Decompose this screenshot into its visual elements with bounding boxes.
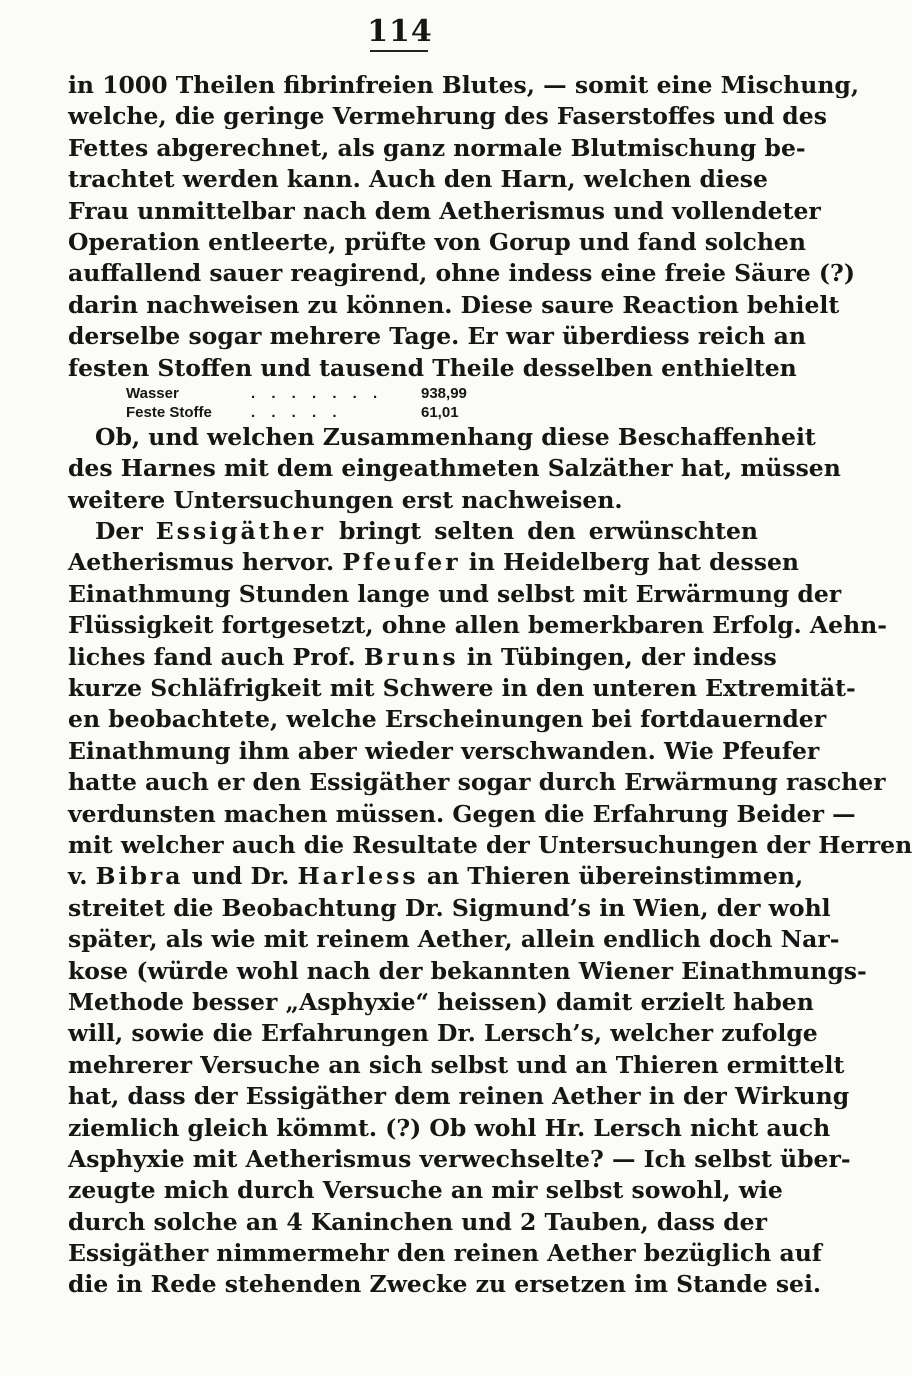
text-run: bringt selten den erwünschten [339,517,758,546]
text-line: des Harnes mit dem eingeathmeten Salzäther hat, müssen [68,454,841,483]
text-line: in 1000 Theilen fibrinfreien Blutes, — somit eine Mischung, [68,71,860,99]
text-run: in Tübingen, der indess [466,642,777,671]
text-line: en beobachtete, welche Erscheinungen bei fortdauernder [68,705,827,734]
text-line: zeugte mich durch Versuche an mir selbst sowohl, wie [68,1176,783,1205]
text-run: Aetherismus hervor. [68,548,335,577]
text-line: durch solche an 4 Kaninchen und 2 Tauben, dass der [68,1207,767,1236]
text-line: Einathmung Stunden lange und selbst mit Erwärmung der [68,579,842,608]
text-line: Methode besser „Asphyxie“ heissen) damit erzielt haben [68,987,814,1016]
leader-dots: . . . . . [251,403,343,421]
urine-composition-table [126,384,501,422]
leader-dots: . . . . . . . [251,384,384,402]
text-line: kurze Schläfrigkeit mit Schwere in den unteren Extremität- [68,674,856,703]
text-line: trachtet werden kann. Auch den Harn, welchen diese [68,165,768,194]
text-line: mit welcher auch die Resultate der Untersuchungen der Herren [68,830,912,859]
spaced-name: Harless [297,862,419,891]
text-line [68,861,804,892]
text-run: an Thieren übereinstimmen, [426,862,804,891]
text-line: Einathmung ihm aber wieder verschwanden. Wie Pfeufer [68,736,820,765]
text-line: auffallend sauer reagirend, ohne indess eine freie Säure (?) [68,259,855,288]
text-line: Essigäther nimmermehr den reinen Aether bezüglich auf [68,1239,822,1268]
text-line: Frau unmittelbar nach dem Aetherismus und vollendeter [68,196,821,225]
text-line: Asphyxie mit Aetherismus verwechselte? — Ich selbst über- [68,1144,851,1173]
page-body [68,70,912,1301]
paragraph-2 [68,422,841,516]
text-line: will, sowie die Erfahrungen Dr. Lersch’s, welcher zufolge [68,1019,818,1048]
row-value: 61,01 [421,403,459,421]
text-line [68,516,758,547]
text-run: in Heidelberg hat dessen [468,548,799,577]
text-line: weitere Untersuchungen erst nachweisen. [68,485,623,514]
paragraph-1 [68,70,860,384]
table-row [126,403,501,422]
text-line: Fettes abgerechnet, als ganz normale Blutmischung be- [68,133,806,162]
spaced-name: Bibra [95,862,184,891]
text-run: v. [68,862,88,891]
text-line [68,642,777,673]
spaced-term: Essigäther [155,517,326,546]
text-line: die in Rede stehenden Zwecke zu ersetzen im Stande sei. [68,1270,822,1299]
paragraph-3 [68,516,912,1301]
header-rule [370,50,428,52]
text-line: hatte auch er den Essigäther sogar durch Erwärmung rascher [68,768,886,797]
text-line: welche, die geringe Vermehrung des Faserstoffes und des [68,102,827,131]
row-label: Feste Stoffe [126,403,212,421]
page-number: 114 [367,14,433,49]
row-label: Wasser [126,384,179,402]
spaced-name: Pfeufer [342,548,461,577]
table-row [126,384,501,403]
text-line: Operation entleerte, prüfte von Gorup und fand solchen [68,227,806,256]
text-line: Flüssigkeit fortgesetzt, ohne allen bemerkbaren Erfolg. Aehn- [68,611,888,640]
text-line: verdunsten machen müssen. Gegen die Erfahrung Beider — [68,799,856,828]
text-run: und Dr. [191,862,290,891]
text-line: darin nachweisen zu können. Diese saure Reaction behielt [68,290,840,319]
text-line [68,547,799,578]
text-line: ziemlich gleich kömmt. (?) Ob wohl Hr. Lersch nicht auch [68,1113,831,1142]
text-line: mehrerer Versuche an sich selbst und an Thieren ermittelt [68,1050,845,1079]
spaced-name: Bruns [363,642,459,671]
text-line: festen Stoffen und tausend Theile desselben enthielten [68,353,797,382]
text-run: Der [95,517,143,546]
text-line: Ob, und welchen Zusammenhang diese Beschaffenheit [95,422,816,451]
text-run: liches fand auch Prof. [68,642,356,671]
text-line: derselbe sogar mehrere Tage. Er war überdiess reich an [68,322,806,351]
text-line: streitet die Beobachtung Dr. Sigmund’s in Wien, der wohl [68,893,831,922]
text-line: hat, dass der Essigäther dem reinen Aether in der Wirkung [68,1082,850,1111]
text-line: später, als wie mit reinem Aether, allein endlich doch Nar- [68,925,840,954]
row-value: 938,99 [421,384,467,402]
text-line: kose (würde wohl nach der bekannten Wiener Einathmungs- [68,956,867,985]
